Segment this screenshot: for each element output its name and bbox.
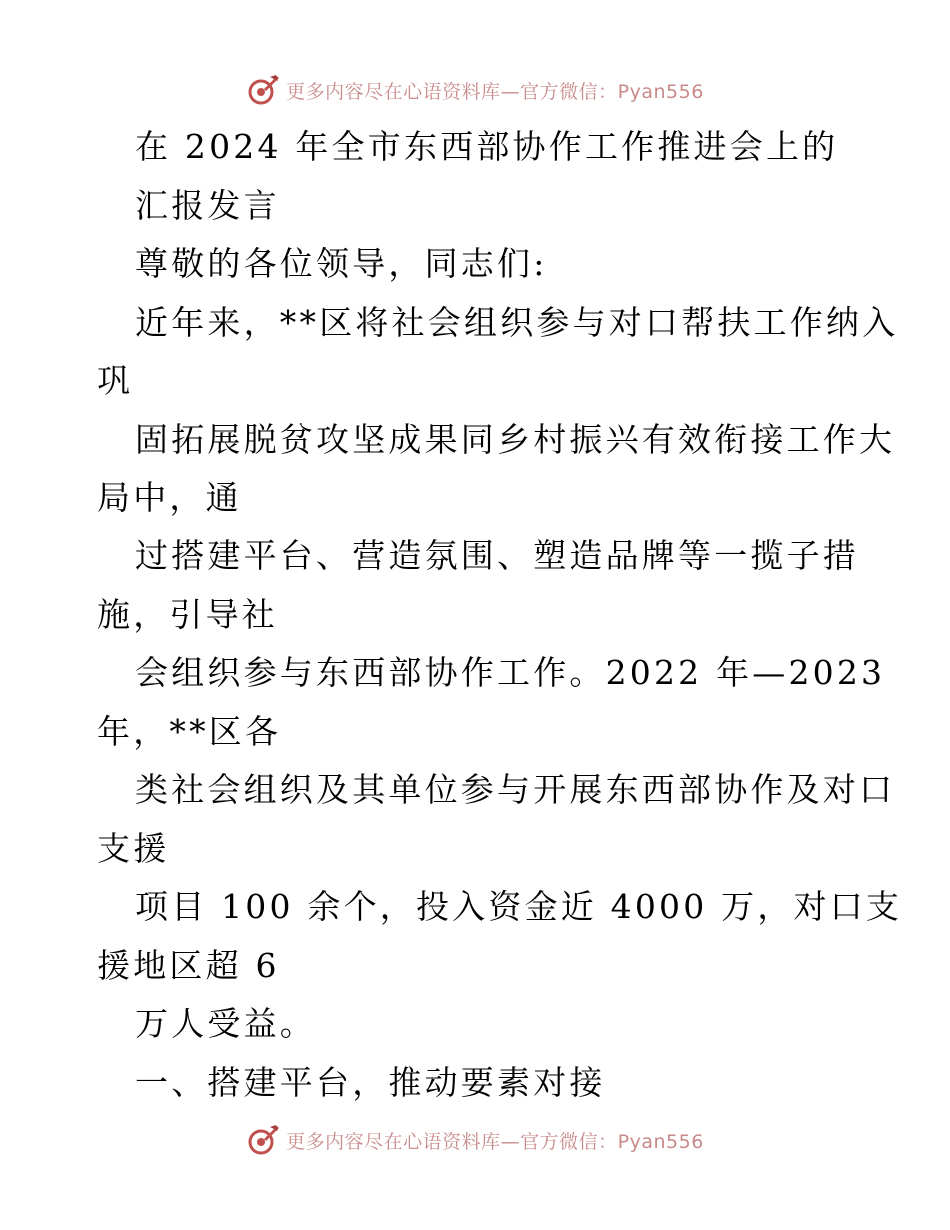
paragraph-line: 类社会组织及其单位参与开展东西部协作及对口 [135, 770, 896, 809]
paragraph-line: 援地区超 6 [97, 946, 280, 985]
section-heading: 一、搭建平台，推动要素对接 [135, 1063, 606, 1102]
paragraph-line: 项目 100 余个，投入资金近 4000 万，对口支 [135, 887, 903, 926]
footer-watermark [0, 1120, 950, 1160]
quill-pen-logo-icon [246, 1123, 280, 1157]
document-title-line-1: 在 2024 年全市东西部协作工作推进会上的 [135, 127, 839, 166]
paragraph-line: 过搭建平台、营造氛围、塑造品牌等一揽子措 [135, 536, 859, 575]
watermark-text: 更多内容尽在心语资料库—官方微信：Pyan556 [286, 1130, 704, 1153]
paragraph-line: 施，引导社 [97, 595, 278, 634]
salutation: 尊敬的各位领导，同志们: [135, 244, 548, 283]
paragraph-line: 年，**区各 [97, 712, 282, 751]
paragraph-line: 支援 [97, 829, 170, 868]
quill-pen-logo-icon [246, 73, 280, 107]
header-watermark [0, 70, 950, 110]
paragraph-line: 巩 [97, 361, 134, 400]
document-title-line-2: 汇报发言 [135, 186, 280, 225]
paragraph-line: 近年来，**区将社会组织参与对口帮扶工作纳入 [135, 303, 899, 342]
paragraph-line: 万人受益。 [135, 1004, 316, 1043]
paragraph-line: 固拓展脱贫攻坚成果同乡村振兴有效衔接工作大 [135, 420, 896, 459]
watermark-text: 更多内容尽在心语资料库—官方微信：Pyan556 [286, 80, 704, 103]
paragraph-line: 会组织参与东西部协作工作。2022 年—2023 [135, 653, 886, 692]
paragraph-line: 局中，通 [97, 478, 242, 517]
